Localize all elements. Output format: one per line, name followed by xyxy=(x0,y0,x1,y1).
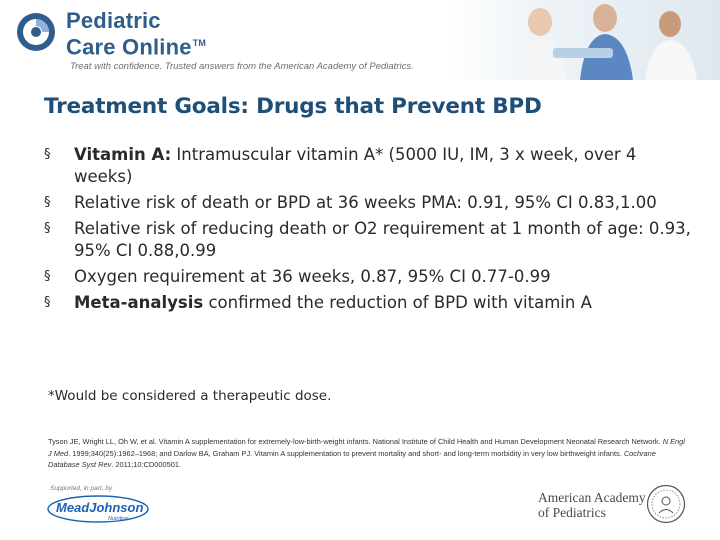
logo-title xyxy=(66,10,206,58)
bullet-text: confirmed the reduction of BPD with vitamin A xyxy=(203,293,592,312)
mead-johnson-brand-text: MeadJohnson xyxy=(56,500,144,515)
bullet-item xyxy=(44,266,694,288)
bullet-marker: § xyxy=(44,195,51,210)
reference-part1: Tyson JE, Wright LL, Oh W, et al. Vitamin A supplementation for extremely-low-birth-weight infants. National Institute of Child Health and Human Development Neonatal Research Network. xyxy=(48,437,663,446)
bullet-item xyxy=(44,292,694,314)
bullet-text: Intramuscular vitamin A* (5000 IU, IM, 3 x week, over 4 weeks) xyxy=(74,145,637,186)
header-photo-clinicians-image xyxy=(445,0,720,80)
logo-line1: Pediatric xyxy=(66,8,161,33)
mead-johnson-logo xyxy=(46,494,151,524)
logo-line2: Care Online xyxy=(66,34,192,60)
aap-wordmark xyxy=(538,490,646,520)
bullet-item xyxy=(44,218,694,262)
logo-trademark: TM xyxy=(192,38,207,48)
reference-part2: . 1999;340(25):1962–1968; and Darlow BA, Graham PJ. Vitamin A supplementation to prevent mortality and short- and long-term morbidity in very low birthweight infants. xyxy=(68,448,624,458)
slide-title: Treatment Goals: Drugs that Prevent BPD xyxy=(44,94,542,119)
supported-by-label: Supported, in part, by xyxy=(50,485,113,492)
bullet-item xyxy=(44,192,694,214)
aap-line2: of Pediatrics xyxy=(538,505,606,520)
pediatric-care-online-logo-icon xyxy=(16,12,56,52)
bullet-text: Relative risk of reducing death or O2 requirement at 1 month of age: 0.93, 95% CI 0.88,0.99 xyxy=(74,219,691,260)
reference-part3: . 2011;10:CD000501. xyxy=(111,460,181,469)
aap-line1: American Academy xyxy=(538,490,646,505)
tagline: Treat with confidence. Trusted answers from the American Academy of Pediatrics. xyxy=(70,61,414,72)
bullet-bold: Meta-analysis xyxy=(74,293,204,312)
reference-journal2: Cochrane Database Syst Rev xyxy=(48,448,656,469)
bullet-marker: § xyxy=(44,221,51,236)
reference-citation xyxy=(48,436,688,471)
bullet-marker: § xyxy=(44,269,51,284)
bullet-text: Oxygen requirement at 36 weeks, 0.87, 95% CI 0.77-0.99 xyxy=(74,267,551,286)
bullet-item xyxy=(44,144,694,188)
bullet-text: Relative risk of death or BPD at 36 weeks PMA: 0.91, 95% CI 0.83,1.00 xyxy=(74,193,657,212)
header xyxy=(0,0,720,80)
bullet-marker: § xyxy=(44,295,51,310)
bullet-list xyxy=(44,144,694,318)
footnote: *Would be considered a therapeutic dose. xyxy=(48,388,332,404)
bullet-marker: § xyxy=(44,147,51,162)
mead-johnson-sub-text: Nutrition xyxy=(108,516,129,522)
reference-journal1: N Engl J Med xyxy=(48,437,685,458)
bullet-bold: Vitamin A: xyxy=(74,145,172,164)
aap-seal-icon xyxy=(646,484,686,524)
